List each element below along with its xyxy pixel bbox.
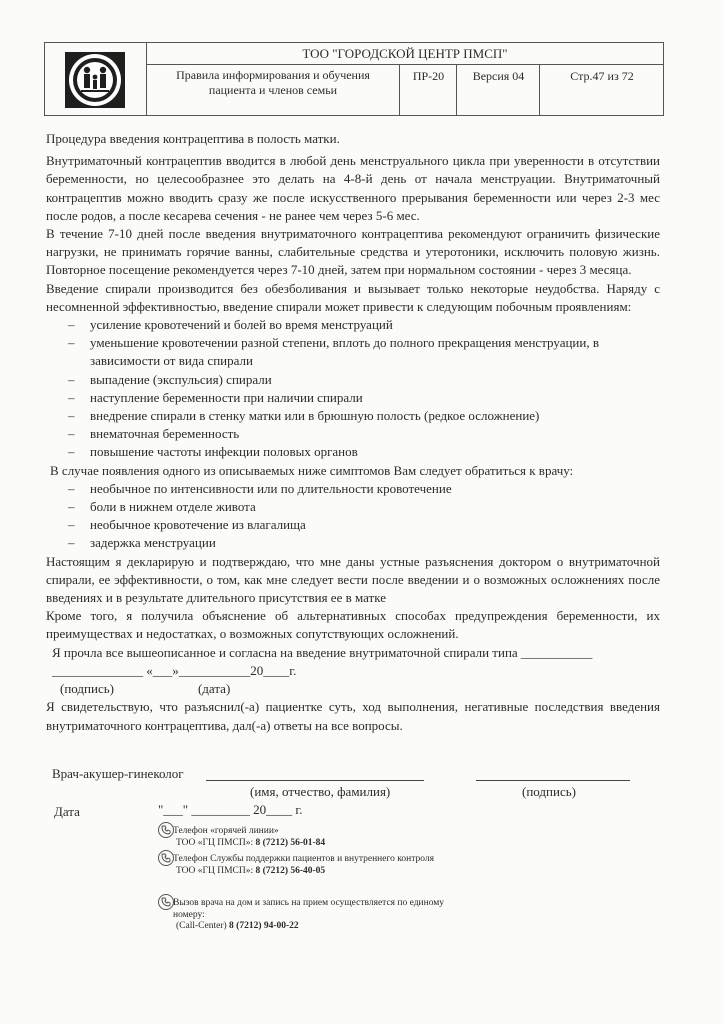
list-item: – внедрение спирали в стенку матки или в брюшную полость (редкое осложнение) bbox=[68, 408, 540, 424]
paragraph: Кроме того, я получила объяснение об альтернативных способах предупреждения беременности, их преимуществах и недостатках, о возможных сопутствующих осложнений. bbox=[46, 608, 660, 642]
list-item: – усиление кровотечений и болей во время менструаций bbox=[68, 317, 393, 333]
sign-captions: (подпись) (дата) bbox=[60, 681, 231, 697]
consent-line: Я прочла все вышеописанное и согласна на введение внутриматочной спирали типа ___________ bbox=[52, 644, 593, 660]
paragraph: Внутриматочный контрацептив вводится в любой день менструального цикла при уверенности в отсутствии беременности, но целесообразнее это делать на 4-8-й день от начала менструации. Внутриматочный контрацептив можно вводить сразу же после искусственного прерывания беременности или через 2-3 мес после родов, а после кесарева сечения - не ранее чем через 5-6 мес. bbox=[46, 153, 660, 223]
doc-title: Правила информирования и обучения пациента и членов семьи bbox=[147, 65, 400, 115]
symptoms-list bbox=[46, 480, 660, 553]
logo-cell bbox=[45, 43, 147, 115]
contact-call-center: Вызов врача на дом и запись на прием осуществляется по единому номеру: (Call-Center) 8 (7212) 94-00-22 bbox=[158, 894, 458, 933]
list-item: – необычное по интенсивности или по длительности кровотечение bbox=[68, 480, 452, 496]
family-logo-icon bbox=[51, 50, 139, 110]
doc-version: Версия 04 bbox=[458, 65, 540, 115]
side-effects-list bbox=[46, 316, 660, 462]
date-value: "___" _________ 20____ г. bbox=[158, 802, 303, 817]
list-item: – боли в нижнем отделе живота bbox=[68, 499, 256, 515]
phone-icon bbox=[158, 894, 174, 910]
paragraph: Настоящим я декларирую и подтверждаю, что мне даны устные разъяснения доктором о внутриматочной спирали, ее эффективности, о том, как мне следует вести после введении и о возможных осложнениях после введениях и в результате длительного присутствия ее в матке bbox=[46, 553, 660, 606]
sign-caption: (подпись) bbox=[522, 784, 576, 799]
signature-line bbox=[476, 780, 630, 781]
name-line bbox=[206, 780, 424, 781]
doctor-label: Врач-акушер-гинеколог bbox=[52, 766, 184, 781]
list-item: – выпадение (экспульсия) спирали bbox=[68, 371, 272, 387]
contact-hotline: Телефон «горячей линии» ТОО «ГЦ ПМСП»: 8 (7212) 56-01-84 bbox=[158, 822, 458, 849]
phone-icon bbox=[158, 850, 174, 866]
list-item: – повышение частоты инфекции половых органов bbox=[68, 444, 358, 460]
paragraph: В течение 7-10 дней после введения внутриматочного контрацептива рекомендуют ограничить физические нагрузки, не принимать горячие ванны, слабительные средства и утеротоники, исключить половую жизнь. Повторное посещение рекомендуется через 7-10 дней, затем при нормальном состоянии - через 3 месяца. bbox=[46, 226, 660, 278]
sign-date-line: ______________ «___»___________20____г. bbox=[52, 662, 297, 678]
name-caption: (имя, отчество, фамилия) bbox=[250, 784, 391, 799]
section-heading: Процедура введения контрацептива в полость матки. bbox=[46, 131, 340, 146]
page-number: Стр.47 из 72 bbox=[570, 69, 634, 83]
document-body bbox=[46, 130, 660, 735]
list-item: – внематочная беременность bbox=[68, 426, 240, 442]
list-item: – необычное кровотечение из влагалища bbox=[68, 517, 306, 533]
paragraph: Введение спирали производится без обезболивания и вызывает только некоторые неудобства. Наряду с несомненной эффективностью, введение спирали может привести к следующим побочным проявлениям: bbox=[46, 280, 660, 314]
phone-icon bbox=[158, 822, 174, 838]
list-item: – уменьшение кровотечении разной степени, вплоть до полного прекращения менструации, в зависимости от вида спирали bbox=[68, 335, 599, 369]
doc-code: ПР-20 bbox=[401, 65, 457, 115]
list-item: – задержка менструации bbox=[68, 535, 216, 551]
paragraph: Я свидетельствую, что разъяснил(-а) пациентке суть, ход выполнения, негативные последствия введения внутриматочного контрацептива, дал(-а) ответы на все вопросы. bbox=[46, 699, 660, 733]
header-table bbox=[44, 42, 664, 116]
list-item: – наступление беременности при наличии спирали bbox=[68, 389, 363, 405]
contact-support: Телефон Службы поддержки пациентов и внутреннего контроля ТОО «ГЦ ПМСП»: 8 (7212) 56-40-05 bbox=[158, 850, 458, 877]
org-name: ТОО "ГОРОДСКОЙ ЦЕНТР ПМСП" bbox=[147, 43, 663, 65]
paragraph: В случае появления одного из описываемых ниже симптомов Вам следует обратиться к врачу: bbox=[50, 462, 574, 478]
date-label: Дата bbox=[54, 804, 80, 819]
